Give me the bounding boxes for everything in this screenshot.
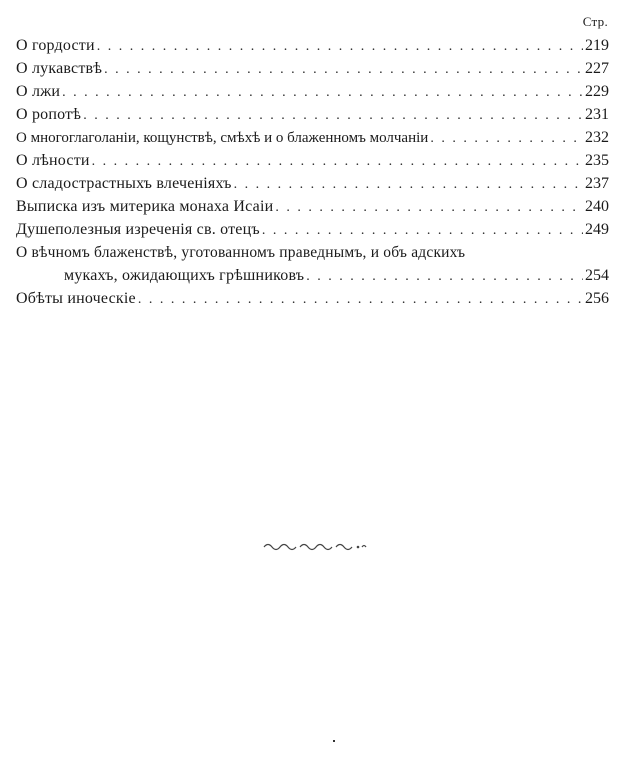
- toc-leader-dots: [262, 219, 583, 242]
- page-speck: [333, 740, 335, 742]
- table-of-contents: [16, 34, 609, 310]
- toc-leader-dots: [430, 127, 583, 150]
- ornamental-divider-icon: [262, 538, 368, 554]
- toc-entry: [16, 103, 609, 126]
- toc-entry-title: О ропотѣ: [16, 106, 82, 123]
- toc-entry-page: 240: [585, 198, 609, 215]
- toc-entry-title: Душеполезныя изреченiя св. отецъ: [16, 221, 260, 238]
- toc-entry-title: О лукавствѣ: [16, 60, 103, 77]
- toc-entry-title: О лжи: [16, 83, 61, 100]
- toc-entry-title: О многоглаголанiи, кощунствѣ, смѣхѣ и о блаженномъ молчанiи: [16, 130, 429, 146]
- toc-entry-title: О сладострастныхъ влеченiяхъ: [16, 175, 232, 192]
- toc-entry-title: Выписка изъ митерика монаха Исаiи: [16, 198, 274, 215]
- toc-entry: [16, 149, 609, 172]
- toc-leader-dots: [306, 265, 583, 288]
- toc-entry-page: 256: [585, 290, 609, 307]
- toc-entry-title: О лѣности: [16, 152, 90, 169]
- toc-entry-page: 249: [585, 221, 609, 238]
- toc-entry: [16, 126, 609, 149]
- toc-entry-continuation: [16, 264, 609, 287]
- toc-entry: [16, 172, 609, 195]
- toc-entry-page: 227: [585, 60, 609, 77]
- toc-leader-dots: [138, 288, 583, 311]
- toc-leader-dots: [97, 35, 583, 58]
- toc-entry: [16, 287, 609, 310]
- toc-leader-dots: [275, 196, 583, 219]
- toc-entry: [16, 80, 609, 103]
- toc-entry-page: 229: [585, 83, 609, 100]
- toc-leader-dots: [92, 150, 583, 173]
- toc-entry: [16, 218, 609, 241]
- toc-entry-title-continued: мукахъ, ожидающихъ грѣшниковъ: [64, 267, 305, 284]
- toc-entry: [16, 57, 609, 80]
- toc-entry-page: 254: [585, 267, 609, 284]
- toc-entry-page: 235: [585, 152, 609, 169]
- toc-entry-page: 219: [585, 37, 609, 54]
- toc-leader-dots: [234, 173, 583, 196]
- toc-entry-title: О вѣчномъ блаженствѣ, уготованномъ праведнымъ, и объ адскихъ: [16, 244, 466, 261]
- toc-leader-dots: [104, 58, 583, 81]
- toc-entry-page: 237: [585, 175, 609, 192]
- toc-entry: [16, 195, 609, 218]
- toc-entry: [16, 241, 609, 264]
- toc-entry-title: О гордости: [16, 37, 95, 54]
- toc-entry: [16, 34, 609, 57]
- page-column-header: Стр.: [582, 14, 608, 29]
- toc-entry-page: 231: [585, 106, 609, 123]
- toc-entry-title: Обѣты иноческiе: [16, 290, 136, 307]
- toc-leader-dots: [83, 104, 583, 127]
- toc-entry-page: 232: [585, 129, 609, 146]
- toc-leader-dots: [62, 81, 583, 104]
